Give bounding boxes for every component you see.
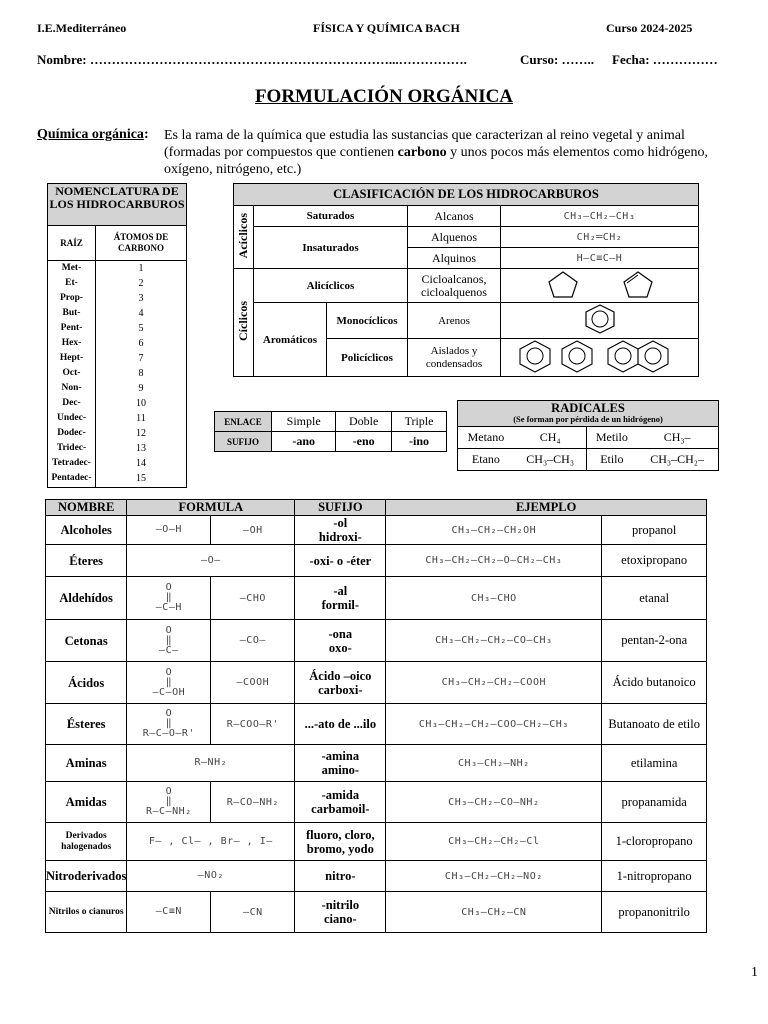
group-row	[46, 745, 707, 782]
group-example-name: 1-nitropropano	[602, 861, 707, 892]
group-formula: F— , Cl— , Br— , I—	[127, 823, 295, 861]
group-formula: —O—	[127, 545, 295, 577]
unsaturated-label: Insaturados	[254, 227, 408, 269]
group-example-name: etanal	[602, 577, 707, 620]
cycloalkanes-label: Cicloalcanos, cicloalquenos	[408, 269, 501, 303]
group-example-formula: CH₃—CH₂—CH₂—COOH	[386, 662, 602, 704]
suffix-header: SUFIJO	[215, 432, 272, 452]
group-name: Nitrilos o cianuros	[46, 892, 127, 933]
course-field: Curso: ……..	[520, 52, 595, 67]
group-example-name: Ácido butanoico	[602, 662, 707, 704]
group-row	[46, 892, 707, 933]
group-name: Ésteres	[46, 704, 127, 745]
alkyne-formula: H—C≡C—H	[501, 248, 699, 269]
saturated-label: Saturados	[254, 206, 408, 227]
triple-bond: Triple	[392, 412, 447, 432]
name-field: Nombre: ……………………………………………………………...…………….	[37, 52, 467, 67]
carbon-root: Undec-	[56, 413, 87, 423]
carbon-count: 6	[138, 338, 144, 349]
alkene-formula: CH₂═CH₂	[501, 227, 699, 248]
page-number: 1	[751, 965, 758, 980]
group-row	[46, 823, 707, 861]
carbon-root: Met-	[61, 263, 82, 273]
group-formula-expanded: O ‖ —C—OH	[127, 662, 211, 704]
carbon-count: 9	[138, 383, 144, 394]
root-header: RAÍZ	[48, 226, 96, 260]
group-example-name: etilamina	[602, 745, 707, 782]
group-formula-expanded: O ‖ —C—H	[127, 577, 211, 620]
group-formula-condensed: —CHO	[211, 577, 295, 620]
group-suffix: ...-ato de ...ilo	[295, 704, 386, 745]
group-formula-condensed: —CO—	[211, 620, 295, 662]
bond-header: ENLACE	[215, 412, 272, 432]
suffix-ino: -ino	[392, 432, 447, 452]
cycloalkane-structures	[501, 269, 699, 303]
acyclic-cell	[234, 206, 254, 269]
group-row	[46, 620, 707, 662]
ethyl-label: Etilo	[587, 449, 636, 471]
group-suffix: nitro-	[295, 861, 386, 892]
cyclic-cell	[234, 269, 254, 377]
group-suffix: -amina amino-	[295, 745, 386, 782]
group-example-formula: CH₃—CH₂—CH₂—CO—CH₃	[386, 620, 602, 662]
group-name: Aminas	[46, 745, 127, 782]
subject-title: FÍSICA Y QUÍMICA BACH	[313, 21, 460, 35]
benzene-structure	[501, 303, 699, 339]
group-formula-condensed: R—COO—R'	[211, 704, 295, 745]
radicals-subtitle: (Se forman por pérdida de un hidrógeno)	[513, 413, 663, 424]
simple-bond: Simple	[272, 412, 336, 432]
carbon-root: Tridec-	[56, 443, 87, 453]
carbon-root: Dec-	[62, 398, 81, 408]
group-example-name: propanonitrilo	[602, 892, 707, 933]
group-suffix: fluoro, cloro, bromo, yodo	[295, 823, 386, 861]
group-formula-expanded: O ‖ R—C—O—R'	[127, 704, 211, 745]
group-example-name: propanamida	[602, 782, 707, 823]
alkenes-label: Alquenos	[408, 227, 501, 248]
course-year: Curso 2024-2025	[606, 21, 693, 35]
group-suffix: -amida carbamoil-	[295, 782, 386, 823]
group-suffix: -al formil-	[295, 577, 386, 620]
carbon-count: 4	[138, 308, 144, 319]
alkanes-label: Alcanos	[408, 206, 501, 227]
page-title: FORMULACIÓN ORGÁNICA	[254, 86, 514, 107]
group-name: Alcoholes	[46, 516, 127, 545]
group-example-name: 1-cloropropano	[602, 823, 707, 861]
classification-title: CLASIFICACIÓN DE LOS HIDROCARBUROS	[234, 184, 699, 206]
carbon-root: Prop-	[59, 293, 84, 303]
carbon-root: Pentadec-	[51, 473, 92, 483]
ethane-formula: CH₃–CH₃	[514, 449, 587, 471]
methyl-label: Metilo	[587, 427, 636, 449]
radicals-title: RADICALES	[551, 400, 625, 415]
group-formula-expanded: —O—H	[127, 516, 211, 545]
alkane-formula: CH₃—CH₂—CH₃	[501, 206, 699, 227]
benzene-icon	[580, 303, 620, 335]
group-suffix: -ol hidroxi-	[295, 516, 386, 545]
group-suffix: -nitrilo ciano-	[295, 892, 386, 933]
intro-colon: :	[143, 127, 149, 142]
carbon-count: 13	[136, 443, 146, 454]
alkynes-label: Alquinos	[408, 248, 501, 269]
functional-groups-table	[45, 499, 707, 933]
carbon-count: 11	[136, 413, 146, 424]
intro-definition	[164, 127, 724, 178]
acyclic-label: Acíclicos	[236, 212, 250, 259]
carbon-count: 10	[136, 398, 146, 409]
group-name: Nitroderivados	[46, 861, 127, 892]
cyclopentane-icon	[525, 269, 675, 299]
carbon-root: Et-	[65, 278, 78, 288]
group-name: Aldehídos	[46, 577, 127, 620]
carbon-count: 8	[138, 368, 144, 379]
carbon-count: 3	[138, 293, 144, 304]
polycyclic-structures	[501, 339, 699, 377]
col-suffix: SUFIJO	[295, 500, 386, 516]
polycyclic-icon	[505, 339, 695, 373]
group-formula: —NO₂	[127, 861, 295, 892]
group-example-formula: CH₃—CH₂—CO—NH₂	[386, 782, 602, 823]
root-column	[48, 261, 96, 487]
group-row	[46, 782, 707, 823]
ethane-label: Etano	[458, 449, 514, 471]
group-formula-condensed: —OH	[211, 516, 295, 545]
group-example-name: Butanoato de etilo	[602, 704, 707, 745]
carbon-header: ÁTOMOS DE CARBONO	[113, 232, 169, 253]
group-example-formula: CH₃—CH₂—CH₂—O—CH₂—CH₃	[386, 545, 602, 577]
carbon-count: 5	[138, 323, 144, 334]
carbon-root: Tetradec-	[52, 458, 91, 468]
methane-formula: CH₄	[514, 427, 587, 449]
radicals-header	[458, 401, 719, 427]
intro-term: Química orgánica	[37, 127, 144, 142]
carbon-root: But-	[62, 308, 81, 318]
group-formula-condensed: R—CO—NH₂	[211, 782, 295, 823]
group-row	[46, 577, 707, 620]
group-name: Éteres	[46, 545, 127, 577]
functional-groups-body	[46, 516, 707, 933]
methyl-formula: CH₃–	[636, 427, 718, 449]
intro-text-2: y unos pocos más elementos como hidrógeno, oxígeno, nitrógeno, etc.)	[164, 145, 708, 177]
carbon-count: 15	[136, 473, 146, 484]
isolated-condensed-label: Aislados y condensados	[408, 339, 501, 377]
ethyl-formula: CH₃–CH₂–	[636, 449, 718, 471]
carbon-count: 2	[138, 278, 144, 289]
group-name: Ácidos	[46, 662, 127, 704]
group-formula-expanded: —C≡N	[127, 892, 211, 933]
group-example-formula: CH₃—CH₂—NH₂	[386, 745, 602, 782]
suffix-eno: -eno	[336, 432, 392, 452]
group-name: Cetonas	[46, 620, 127, 662]
carbon-column	[96, 261, 186, 487]
group-name: Derivados halogenados	[46, 823, 127, 861]
carbon-root: Dodec-	[57, 428, 86, 438]
group-row	[46, 704, 707, 745]
carbon-root: Non-	[61, 383, 82, 393]
arenes-label: Arenos	[408, 303, 501, 339]
group-example-formula: CH₃—CH₂—CH₂OH	[386, 516, 602, 545]
carbon-root: Pent-	[60, 323, 83, 333]
group-example-name: etoxipropano	[602, 545, 707, 577]
carbon-count: 1	[138, 263, 144, 274]
suffix-ano: -ano	[272, 432, 336, 452]
nomenclature-title: NOMENCLATURA DE LOS HIDROCARBUROS	[48, 184, 186, 226]
group-example-name: propanol	[602, 516, 707, 545]
radicals-table	[457, 400, 719, 471]
classification-table	[233, 183, 699, 377]
intro-term-wrap	[37, 127, 149, 143]
carbon-count: 7	[138, 353, 144, 364]
group-row	[46, 545, 707, 577]
monocyclic-label: Monocíclicos	[327, 303, 408, 339]
group-example-formula: CH₃—CH₂—CH₂—NO₂	[386, 861, 602, 892]
carbon-count: 12	[136, 428, 146, 439]
carbon-root: Hex-	[61, 338, 82, 348]
group-example-formula: CH₃—CH₂—CN	[386, 892, 602, 933]
group-formula-expanded: O ‖ R—C—NH₂	[127, 782, 211, 823]
group-example-formula: CH₃—CH₂—CH₂—COO—CH₂—CH₃	[386, 704, 602, 745]
group-suffix: -oxi- o -éter	[295, 545, 386, 577]
col-formula: FORMULA	[127, 500, 295, 516]
alicyclic-label: Alicíclicos	[254, 269, 408, 303]
group-example-formula: CH₃—CHO	[386, 577, 602, 620]
col-name: NOMBRE	[46, 500, 127, 516]
nomenclature-table	[47, 183, 187, 488]
carbon-root: Oct-	[62, 368, 81, 378]
group-row	[46, 861, 707, 892]
col-example: EJEMPLO	[386, 500, 707, 516]
group-row	[46, 516, 707, 545]
methane-label: Metano	[458, 427, 514, 449]
cyclic-label: Cíclicos	[236, 301, 250, 341]
group-example-formula: CH₃—CH₂—CH₂—Cl	[386, 823, 602, 861]
carbon-root: Hept-	[59, 353, 84, 363]
polycyclic-label: Policíclicos	[327, 339, 408, 377]
group-name: Amidas	[46, 782, 127, 823]
group-formula-expanded: O ‖ —C—	[127, 620, 211, 662]
group-formula: R—NH₂	[127, 745, 295, 782]
group-example-name: pentan-2-ona	[602, 620, 707, 662]
intro-bold: carbono	[397, 145, 447, 160]
date-field: Fecha: ……………	[612, 52, 718, 67]
school-name: I.E.Mediterráneo	[37, 21, 127, 35]
group-suffix: Ácido –oico carboxi-	[295, 662, 386, 704]
bond-suffix-table	[214, 411, 447, 452]
carbon-count: 14	[136, 458, 146, 469]
aromatic-label: Aromáticos	[254, 303, 327, 377]
group-formula-condensed: —CN	[211, 892, 295, 933]
double-bond: Doble	[336, 412, 392, 432]
group-row	[46, 662, 707, 704]
group-formula-condensed: —COOH	[211, 662, 295, 704]
group-suffix: -ona oxo-	[295, 620, 386, 662]
intro-text-1: Es la rama de la química que estudia las sustancias que caracterizan al reino vegetal y animal (formadas por compuestos que contienen	[164, 128, 685, 160]
